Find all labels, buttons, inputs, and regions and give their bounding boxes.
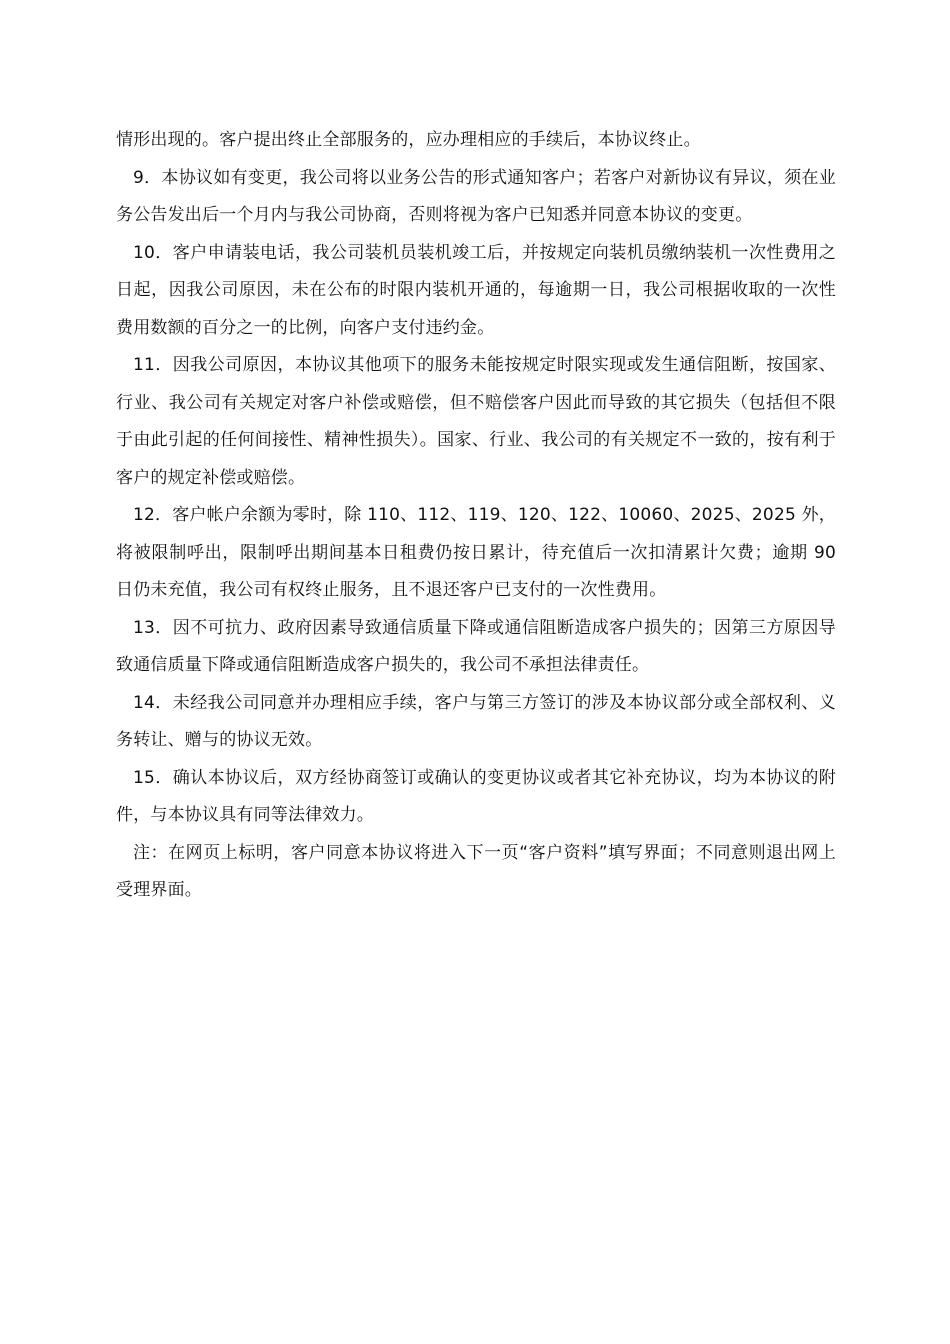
note-paragraph: 注：在网页上标明，客户同意本协议将进入下一页“客户资料”填写界面；不同意则退出网上受理界面。: [116, 842, 836, 900]
clause-10: 10．客户申请装电话，我公司装机员装机竣工后，并按规定向装机员缴纳装机一次性费用之日起，因我公司原因，未在公布的时限内装机开通的，每逾期一日，我公司根据收取的一次性费用数额的百分之一的比例，向客户支付违约金。: [116, 242, 836, 338]
clause-11: 11．因我公司原因，本协议其他项下的服务未能按规定时限实现或发生通信阻断，按国家、行业、我公司有关规定对客户补偿或赔偿，但不赔偿客户因此而导致的其它损失（包括但不限于由此引起的任何间接性、精神性损失）。国家、行业、我公司的有关规定不一致的，按有利于客户的规定补偿或赔偿。: [116, 355, 836, 488]
clause-9: 9．本协议如有变更，我公司将以业务公告的形式通知客户；若客户对新协议有异议，须在业务公告发出后一个月内与我公司协商，否则将视为客户已知悉并同意本协议的变更。: [116, 167, 836, 225]
clause-12: 12．客户帐户余额为零时，除 110、112、119、120、122、10060、2025、2025 外，将被限制呼出，限制呼出期间基本日租费仍按日累计，待充值后一次扣清累计欠费；逾期 90 日仍未充值，我公司有权终止服务，且不退还客户已支付的一次性费用。: [116, 505, 836, 600]
agreement-body: [116, 122, 836, 910]
clause-14: 14．未经我公司同意并办理相应手续，客户与第三方签订的涉及本协议部分或全部权利、义务转让、赠与的协议无效。: [116, 692, 836, 750]
clause-15: 15．确认本协议后，双方经协商签订或确认的变更协议或者其它补充协议，均为本协议的附件，与本协议具有同等法律效力。: [116, 767, 836, 825]
clause-13: 13．因不可抗力、政府因素导致通信质量下降或通信阻断造成客户损失的；因第三方原因导致通信质量下降或通信阻断造成客户损失的，我公司不承担法律责任。: [116, 617, 836, 675]
paragraph-continuation: 情形出现的。客户提出终止全部服务的，应办理相应的手续后，本协议终止。: [116, 130, 701, 150]
